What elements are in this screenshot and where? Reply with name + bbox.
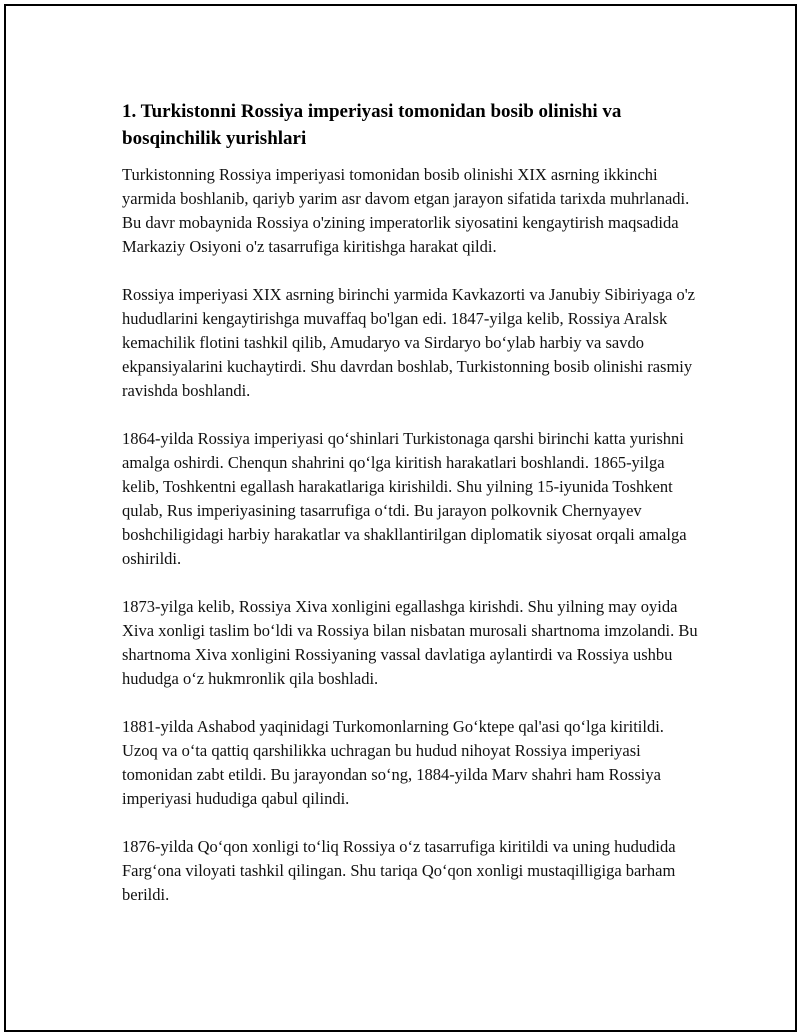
paragraph-khiva: 1873-yilga kelib, Rossiya Xiva xonligini egallashga kirishdi. Shu yilning may oyida Xiva xonligi taslim bo‘ldi va Rossiya bilan nisbatan murosali shartnoma imzolandi. Bu shartnoma Xiva xonligini Rossiyaning vassal davlatiga aylantirdi va Rossiya ushbu hududga o‘z hukmronlik qila boshladi. (122, 597, 698, 688)
document-body (122, 98, 702, 931)
paragraph-intro: Turkistonning Rossiya imperiyasi tomonidan bosib olinishi XIX asrning ikkinchi yarmida boshlanib, qariyb yarim asr davom etgan jarayon sifatida tarixda muhrlanadi. Bu davr mobaynida Rossiya o'zining imperatorlik siyosatini kengaytirish maqsadida Markaziy Osiyoni o'z tasarrufiga kiritishga harakat qildi. (122, 165, 690, 256)
section-heading: 1. Turkistonni Rossiya imperiyasi tomonidan bosib olinishi va bosqinchilik yurishlari (122, 101, 622, 149)
paragraph-early-expansion: Rossiya imperiyasi XIX asrning birinchi yarmida Kavkazorti va Janubiy Sibiriyaga o'z hududlarini kengaytirishga muvaffaq bo'lgan edi. 1847-yilga kelib, Rossiya Aralsk kemachilik flotini tashkil qilib, Amudaryo va Sirdaryo bo‘ylab harbiy va savdo ekpansiyalarini kuchaytirdi. Shu davrdan boshlab, Turkistonning bosib olinishi rasmiy ravishda boshlandi. (122, 285, 696, 400)
paragraph-tashkent: 1864-yilda Rossiya imperiyasi qo‘shinlari Turkistonaga qarshi birinchi katta yurishni amalga oshirdi. Chenqun shahrini qo‘lga kiritish harakatlari boshlandi. 1865-yilga kelib, Toshkentni egallash harakatlariga kirishildi. Shu yilning 15-iyunida Toshkent qulab, Rus imperiyasining tasarrufiga o‘tdi. Bu jarayon polkovnik Chernyayev boshchiligidagi harbiy harakatlar va shakllantirilgan diplomatik siyosat orqali amalga oshirildi. (122, 429, 687, 568)
paragraph-goktepe: 1881-yilda Ashabod yaqinidagi Turkomonlarning Go‘ktepe qal'asi qo‘lga kiritildi. Uzoq va o‘ta qattiq qarshilikka uchragan bu hudud nihoyat Rossiya imperiyasi tomonidan zabt etildi. Bu jarayondan so‘ng, 1884-yilda Marv shahri ham Rossiya imperiyasi hududiga qabul qilindi. (122, 717, 664, 808)
paragraph-kokand: 1876-yilda Qo‘qon xonligi to‘liq Rossiya o‘z tasarrufiga kiritildi va uning hududida Farg‘ona viloyati tashkil qilingan. Shu tariqa Qo‘qon xonligi mustaqilligiga barham berildi. (122, 837, 676, 904)
page-frame (4, 4, 797, 1032)
